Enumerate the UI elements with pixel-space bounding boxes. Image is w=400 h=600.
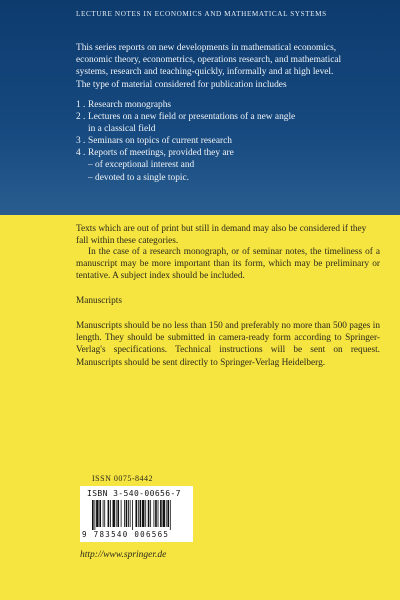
list-item-number: 4 . xyxy=(76,148,86,159)
barcode-bar xyxy=(155,500,157,527)
barcode-bar xyxy=(170,500,171,530)
barcode-bar xyxy=(92,500,94,530)
list-item xyxy=(76,135,376,147)
barcode-label xyxy=(80,486,193,542)
barcode-bar xyxy=(94,500,95,530)
list-item-number: 3 . xyxy=(76,136,86,147)
barcode-bar xyxy=(116,500,117,527)
list-item-number: 1 . xyxy=(76,100,86,110)
barcode-bar xyxy=(124,500,125,527)
series-intro: This series reports on new developments in mathematical economics, economic theory, econometrics, operations research, and mathematical systems, research and teaching-quickly, informally and at high level. The type of material considered for publication includes xyxy=(76,43,342,90)
list-item-number: 2 . xyxy=(76,112,86,123)
issn-number: ISSN 0075-8442 xyxy=(92,474,154,483)
series-header-band xyxy=(0,0,400,215)
barcode-bar xyxy=(132,500,133,530)
list-item xyxy=(76,111,376,135)
barcode-bar xyxy=(163,500,165,527)
barcode-bar xyxy=(140,500,142,527)
isbn-number: ISBN 3-540-00656-7 xyxy=(87,489,181,498)
barcode-bar xyxy=(148,500,150,527)
barcode-bar xyxy=(150,500,151,527)
barcode-bar xyxy=(126,500,128,527)
material-list xyxy=(76,99,376,184)
list-item-text: Lectures on a new field or presentations of a new angle xyxy=(88,112,296,123)
manuscripts-heading: Manuscripts xyxy=(76,296,122,306)
list-item xyxy=(76,99,376,111)
barcode-bar xyxy=(103,500,104,527)
barcode-bar xyxy=(154,500,155,527)
barcode-bar xyxy=(130,500,131,527)
series-title: LECTURE NOTES IN ECONOMICS AND MATHEMATICAL SYSTEMS xyxy=(76,10,327,18)
barcode-bar xyxy=(142,500,144,527)
publisher-url: http://www.springer.de xyxy=(80,550,167,560)
out-of-print-paragraph: Texts which are out of print but still in demand may also be considered if they fall within these categories. xyxy=(76,224,367,247)
barcode-bar xyxy=(145,500,146,527)
barcode-bar xyxy=(117,500,119,527)
barcode-bar xyxy=(128,500,129,527)
list-item-subtext: – devoted to a single topic. xyxy=(88,172,190,183)
barcode-bar xyxy=(135,500,137,527)
barcode-bar xyxy=(167,500,169,527)
barcode-bar xyxy=(113,500,115,527)
list-item-text: Research monographs xyxy=(88,100,172,110)
barcode-bar xyxy=(110,500,111,527)
list-item-subtext: in a classical field xyxy=(88,124,156,135)
barcode-bar xyxy=(108,500,110,527)
list-item xyxy=(76,147,376,183)
list-item-text: Seminars on topics of current research xyxy=(88,136,232,147)
manuscripts-paragraph: Manuscripts should be no less than 150 and preferably no more than 500 pages in length. They should be submitted in camera-ready form according to Springer-Verlag's specifications. Technical instructions will be sent on request. Manuscripts should be sent directly to Springer-Verlag Heidelberg. xyxy=(76,321,380,368)
barcode-bars xyxy=(92,500,189,530)
barcode-digits: 9 783540 006565 xyxy=(82,530,170,539)
list-item-subtext: – of exceptional interest and xyxy=(88,160,195,171)
barcode-bar xyxy=(121,500,122,527)
barcode-bar xyxy=(138,500,139,527)
barcode-bar xyxy=(160,500,162,527)
barcode-bar xyxy=(158,500,159,527)
timeliness-paragraph: In the case of a research monograph, or of seminar notes, the timeliness of a manuscript may be more important than its form, which may be preliminary or tentative. A subject index should be included. xyxy=(76,247,380,282)
barcode-bar xyxy=(96,500,98,527)
list-item-text: Reports of meetings, provided they are xyxy=(88,148,234,159)
barcode-bar xyxy=(99,500,101,527)
barcode-bar xyxy=(104,500,105,527)
barcode-bar xyxy=(166,500,167,527)
